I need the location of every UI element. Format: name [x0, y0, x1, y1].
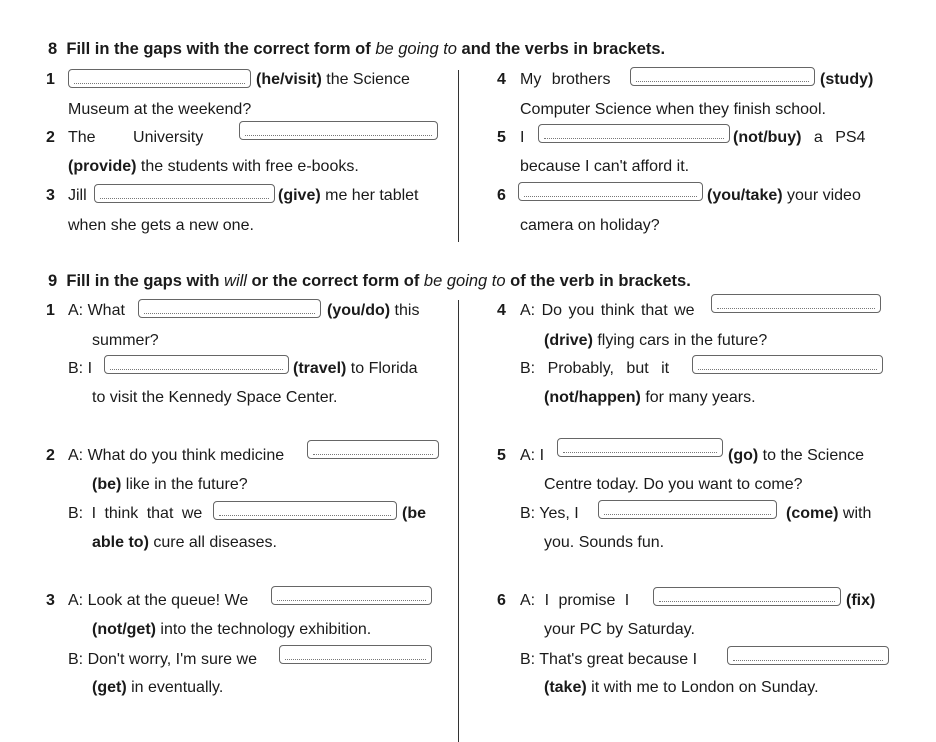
item-text: (you/take) your video [707, 187, 861, 204]
item-number: 4 [497, 71, 506, 88]
item-text: A: What do you think medicine [68, 447, 285, 464]
item-text-line2: you. Sounds fun. [544, 534, 665, 551]
item-number: 5 [497, 129, 506, 146]
answer-gap-9-5a[interactable] [557, 438, 723, 457]
item-text: (fix) [846, 592, 876, 609]
item-text: A: I [520, 447, 545, 464]
answer-gap-9-6a[interactable] [653, 587, 841, 606]
exercise-9-title-mid: or the correct form of [246, 272, 424, 290]
item-text: My brothers [520, 71, 611, 88]
item-number: 2 [46, 129, 55, 146]
answer-gap-9-4b[interactable] [692, 355, 883, 374]
item-text-line2: when she gets a new one. [68, 217, 254, 234]
answer-gap-9-3a[interactable] [271, 586, 432, 605]
item-text: (give) me her tablet [278, 187, 419, 204]
item-text: (be [402, 505, 426, 522]
item-text: B: That's great because I [520, 651, 698, 668]
item-text: B: I [68, 360, 93, 377]
item-text: B: I think that we [68, 505, 203, 522]
item-number: 3 [46, 187, 55, 204]
item-text: (not/buy) a PS4 [733, 129, 866, 146]
column-divider-9 [458, 300, 459, 742]
item-text: A: I promise I [520, 592, 630, 609]
exercise-8-title-b: and the verbs in brackets. [456, 40, 666, 58]
item-text: B: Probably, but it [520, 360, 670, 377]
exercise-9-title-b: of the verb in brackets. [505, 272, 691, 290]
item-text: A: Look at the queue! We [68, 592, 249, 609]
item-text-line2: Computer Science when they finish school. [520, 101, 826, 118]
item-text-line2: Museum at the weekend? [68, 101, 252, 118]
exercise-9-title-will: will [224, 272, 247, 290]
item-number: 5 [497, 447, 506, 464]
answer-gap-9-1a[interactable] [138, 299, 321, 318]
item-number: 4 [497, 302, 506, 319]
item-text-line2: (not/happen) for many years. [544, 389, 756, 406]
item-text: (travel) to Florida [293, 360, 418, 377]
answer-gap-9-6b[interactable] [727, 646, 889, 665]
item-number: 3 [46, 592, 55, 609]
item-text: (study) [820, 71, 874, 88]
answer-gap-9-3b[interactable] [279, 645, 432, 664]
exercise-8-number: 8 [48, 40, 58, 58]
item-text-line2: your PC by Saturday. [544, 621, 695, 638]
item-text-line2: Centre today. Do you want to come? [544, 476, 803, 493]
item-number: 6 [497, 592, 506, 609]
answer-gap-8-6[interactable] [518, 182, 703, 201]
item-text-line2: (be) like in the future? [92, 476, 248, 493]
item-text-line2: (take) it with me to London on Sunday. [544, 679, 819, 696]
item-text: B: Yes, I [520, 505, 579, 522]
column-divider-8 [458, 70, 459, 242]
answer-gap-8-5[interactable] [538, 124, 730, 143]
item-number: 6 [497, 187, 506, 204]
exercise-9-title-italic: be going to [423, 272, 506, 290]
item-text-line2: (provide) the students with free e-books. [68, 158, 359, 175]
answer-gap-8-2[interactable] [239, 121, 438, 140]
item-text: (go) to the Science [728, 447, 865, 464]
exercise-9-title [48, 271, 691, 291]
item-text-line2: (get) in eventually. [92, 679, 224, 696]
item-text-line2: to visit the Kennedy Space Center. [92, 389, 338, 406]
item-text: A: What [68, 302, 125, 319]
answer-gap-9-2a[interactable] [307, 440, 439, 459]
exercise-8-title-italic: be going to [375, 40, 457, 58]
answer-gap-8-1[interactable] [68, 69, 251, 88]
item-number: 1 [46, 302, 55, 319]
item-text-line2: camera on holiday? [520, 217, 660, 234]
item-text-line2: (not/get) into the technology exhibition. [92, 621, 372, 638]
exercise-9-title-a: Fill in the gaps with [66, 272, 225, 290]
item-number: 1 [46, 71, 55, 88]
item-text-line2: because I can't afford it. [520, 158, 690, 175]
item-text: I [520, 129, 525, 146]
item-number: 2 [46, 447, 55, 464]
exercise-9-number: 9 [48, 272, 58, 290]
item-text: The University [68, 129, 204, 146]
item-text-line2: summer? [92, 332, 159, 349]
item-text: A: Do you think that we [520, 302, 695, 319]
item-text-line2: (drive) flying cars in the future? [544, 332, 768, 349]
item-text: Jill [68, 187, 87, 204]
item-text: B: Don't worry, I'm sure we [68, 651, 257, 668]
exercise-8-title [48, 39, 665, 59]
answer-gap-9-4a[interactable] [711, 294, 881, 313]
answer-gap-9-1b[interactable] [104, 355, 289, 374]
answer-gap-8-4[interactable] [630, 67, 815, 86]
item-text: (come) with [786, 505, 872, 522]
item-text-line2: able to) cure all diseases. [92, 534, 277, 551]
answer-gap-9-5b[interactable] [598, 500, 777, 519]
exercise-8-title-a: Fill in the gaps with the correct form of [66, 40, 376, 58]
answer-gap-8-3[interactable] [94, 184, 275, 203]
item-text: (you/do) this [327, 302, 420, 319]
item-text: (he/visit) the Science [256, 71, 410, 88]
answer-gap-9-2b[interactable] [213, 501, 397, 520]
